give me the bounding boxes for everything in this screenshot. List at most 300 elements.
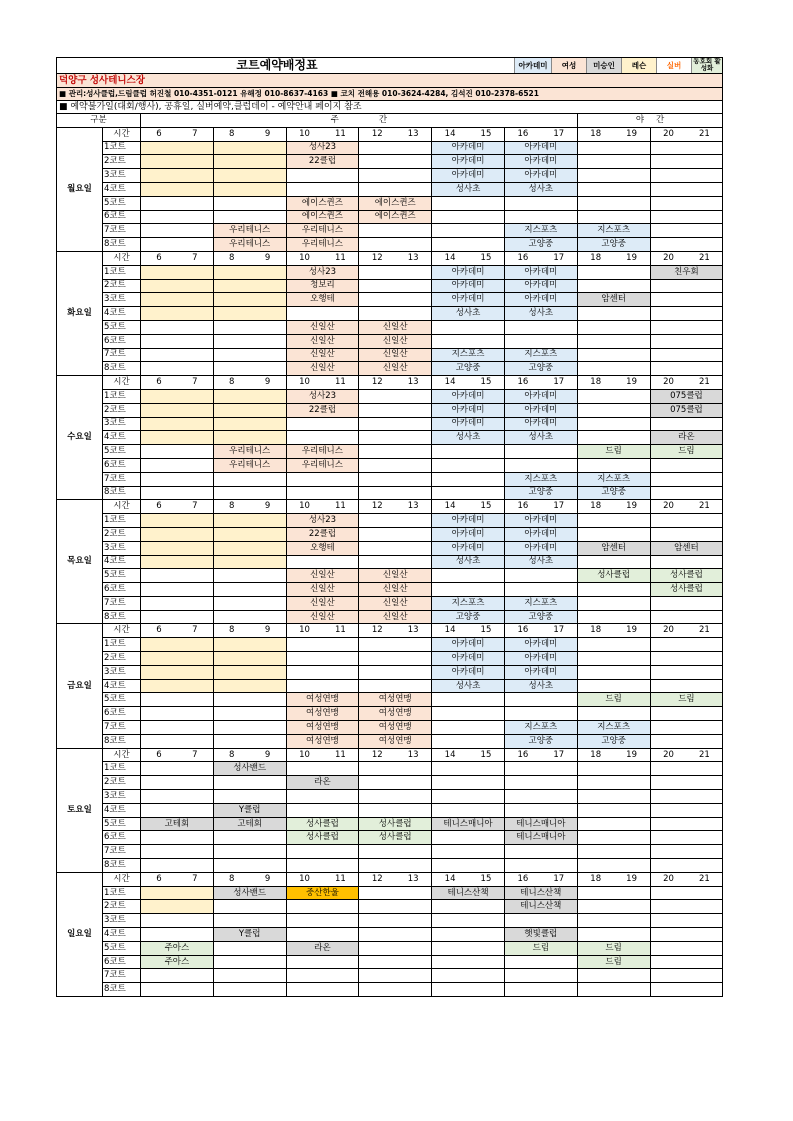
booking-slot — [432, 210, 505, 224]
court-row — [57, 362, 723, 376]
booking-slot — [213, 293, 286, 307]
hour-cell: 13 — [395, 872, 431, 886]
booking-slot: 고양중 — [504, 734, 577, 748]
booking-slot — [504, 583, 577, 597]
booking-slot — [432, 790, 505, 804]
booking-slot: 22클럽 — [286, 155, 359, 169]
booking-slot: 여성연맹 — [359, 721, 432, 735]
hour-cell: 10 — [286, 748, 322, 762]
booking-slot — [213, 169, 286, 183]
booking-slot — [359, 307, 432, 321]
booking-slot: 성사클럽 — [650, 583, 723, 597]
booking-slot — [504, 776, 577, 790]
court-label: 5코트 — [103, 817, 141, 831]
booking-slot: 아카데미 — [432, 417, 505, 431]
booking-slot: 성사초 — [504, 307, 577, 321]
booking-slot — [650, 238, 723, 252]
booking-slot — [359, 279, 432, 293]
booking-slot: 고양중 — [577, 238, 650, 252]
booking-slot: 햇빛클럽 — [504, 928, 577, 942]
booking-slot: 주아스 — [141, 941, 214, 955]
booking-slot: 지스포츠 — [432, 596, 505, 610]
booking-slot: 여성연맹 — [359, 707, 432, 721]
court-row — [57, 486, 723, 500]
booking-slot — [577, 900, 650, 914]
legend — [514, 58, 722, 73]
booking-slot — [577, 707, 650, 721]
booking-slot: 에이스퀸즈 — [359, 196, 432, 210]
hour-cell: 12 — [359, 251, 395, 265]
court-row — [57, 665, 723, 679]
booking-slot — [577, 817, 650, 831]
legend-item: 실버 — [656, 58, 691, 73]
booking-slot: 신일산 — [286, 596, 359, 610]
booking-slot — [141, 886, 214, 900]
booking-slot — [504, 914, 577, 928]
hour-cell: 17 — [541, 127, 577, 141]
hour-cell: 20 — [650, 251, 686, 265]
booking-slot: 신일산 — [359, 596, 432, 610]
booking-slot: 아카데미 — [504, 527, 577, 541]
hour-cell: 10 — [286, 624, 322, 638]
booking-slot — [577, 790, 650, 804]
booking-slot — [141, 182, 214, 196]
booking-slot — [650, 307, 723, 321]
booking-slot — [141, 693, 214, 707]
hour-cell: 16 — [504, 748, 540, 762]
booking-slot: 아카데미 — [504, 293, 577, 307]
booking-slot: 신일산 — [286, 583, 359, 597]
court-row — [57, 293, 723, 307]
hour-cell: 21 — [686, 624, 722, 638]
booking-slot: 성사클럽 — [359, 817, 432, 831]
booking-slot — [141, 596, 214, 610]
booking-slot — [650, 652, 723, 666]
booking-slot: 고테회 — [141, 817, 214, 831]
booking-slot — [213, 955, 286, 969]
hour-cell: 6 — [141, 748, 177, 762]
hour-cell: 8 — [213, 500, 249, 514]
court-label: 2코트 — [103, 900, 141, 914]
hour-cell: 21 — [686, 872, 722, 886]
booking-slot — [213, 431, 286, 445]
hour-cell: 9 — [250, 251, 286, 265]
hour-cell: 19 — [614, 500, 650, 514]
booking-slot: 우리테니스 — [286, 458, 359, 472]
court-label: 4코트 — [103, 679, 141, 693]
booking-slot: 아카데미 — [504, 403, 577, 417]
booking-slot — [286, 486, 359, 500]
booking-slot — [359, 224, 432, 238]
booking-slot: 신일산 — [286, 569, 359, 583]
booking-slot — [141, 265, 214, 279]
booking-slot — [141, 238, 214, 252]
hour-cell: 20 — [650, 127, 686, 141]
booking-slot: 075클럽 — [650, 403, 723, 417]
court-row — [57, 169, 723, 183]
booking-slot — [577, 196, 650, 210]
booking-slot — [577, 652, 650, 666]
hour-cell: 21 — [686, 376, 722, 390]
booking-slot: 고양중 — [504, 362, 577, 376]
booking-slot — [213, 693, 286, 707]
booking-slot: 암센터 — [577, 541, 650, 555]
booking-slot — [286, 652, 359, 666]
court-label: 8코트 — [103, 734, 141, 748]
booking-slot — [504, 845, 577, 859]
booking-slot — [650, 210, 723, 224]
booking-slot — [577, 389, 650, 403]
legend-item: 미승인 — [586, 58, 621, 73]
time-label: 시간 — [103, 376, 141, 390]
hour-cell: 21 — [686, 748, 722, 762]
booking-slot — [504, 569, 577, 583]
hour-cell: 21 — [686, 127, 722, 141]
booking-slot — [504, 790, 577, 804]
court-row — [57, 734, 723, 748]
booking-slot: 아카데미 — [504, 155, 577, 169]
booking-slot — [432, 928, 505, 942]
court-label: 7코트 — [103, 596, 141, 610]
booking-slot — [650, 983, 723, 997]
hour-cell: 14 — [432, 748, 468, 762]
booking-slot — [141, 652, 214, 666]
time-label: 시간 — [103, 127, 141, 141]
booking-slot — [577, 307, 650, 321]
booking-slot — [213, 969, 286, 983]
booking-slot — [359, 472, 432, 486]
booking-slot — [650, 803, 723, 817]
booking-slot — [141, 831, 214, 845]
hour-cell: 10 — [286, 251, 322, 265]
booking-slot: 우리테니스 — [213, 224, 286, 238]
booking-slot — [359, 417, 432, 431]
booking-slot — [141, 417, 214, 431]
hour-cell: 19 — [614, 251, 650, 265]
reservation-notice: ■ 예약불가일(대회/행사), 공휴일, 실버예약,클럽데이 - 예약안내 페이지 참조 — [56, 100, 723, 113]
booking-slot — [141, 610, 214, 624]
booking-slot — [504, 458, 577, 472]
booking-slot — [213, 210, 286, 224]
booking-slot: 아카데미 — [504, 265, 577, 279]
day-label: 일요일 — [57, 872, 103, 996]
booking-slot — [577, 458, 650, 472]
court-label: 6코트 — [103, 583, 141, 597]
booking-slot: Y클럽 — [213, 803, 286, 817]
court-row — [57, 527, 723, 541]
booking-slot: 지스포츠 — [504, 348, 577, 362]
court-row — [57, 279, 723, 293]
booking-slot: 신일산 — [286, 348, 359, 362]
booking-slot — [213, 307, 286, 321]
booking-slot — [650, 900, 723, 914]
booking-slot — [577, 334, 650, 348]
court-row — [57, 196, 723, 210]
hour-cell: 13 — [395, 500, 431, 514]
booking-slot — [141, 155, 214, 169]
booking-slot — [213, 362, 286, 376]
booking-slot — [213, 403, 286, 417]
booking-slot: 성사초 — [504, 679, 577, 693]
hour-cell: 14 — [432, 127, 468, 141]
booking-slot: 테니스매니아 — [504, 817, 577, 831]
booking-slot — [359, 514, 432, 528]
hour-cell: 17 — [541, 748, 577, 762]
booking-slot — [213, 665, 286, 679]
booking-slot — [504, 983, 577, 997]
hour-cell: 14 — [432, 872, 468, 886]
booking-slot — [213, 776, 286, 790]
court-label: 3코트 — [103, 541, 141, 555]
hour-cell: 9 — [250, 748, 286, 762]
booking-slot — [432, 707, 505, 721]
booking-slot: 고양중 — [577, 486, 650, 500]
booking-slot: 아카데미 — [504, 541, 577, 555]
legend-item: 동호회 활성화 — [691, 58, 722, 73]
booking-slot: 신일산 — [286, 610, 359, 624]
booking-slot: 여성연맹 — [286, 693, 359, 707]
booking-slot: 성사클럽 — [577, 569, 650, 583]
booking-slot: 성사밴드 — [213, 762, 286, 776]
booking-slot: 아카데미 — [504, 514, 577, 528]
booking-slot — [141, 969, 214, 983]
court-row — [57, 983, 723, 997]
court-row — [57, 859, 723, 873]
court-row — [57, 514, 723, 528]
booking-slot — [650, 169, 723, 183]
booking-slot — [213, 583, 286, 597]
booking-slot — [359, 845, 432, 859]
booking-slot — [213, 320, 286, 334]
booking-slot — [504, 445, 577, 459]
hour-cell: 17 — [541, 376, 577, 390]
section-header-row — [57, 114, 723, 128]
court-row — [57, 238, 723, 252]
hour-cell: 13 — [395, 624, 431, 638]
hour-cell: 11 — [322, 376, 358, 390]
court-label: 1코트 — [103, 762, 141, 776]
hour-cell: 11 — [322, 624, 358, 638]
booking-slot — [650, 362, 723, 376]
hour-cell: 20 — [650, 748, 686, 762]
booking-slot — [286, 555, 359, 569]
hour-cell: 18 — [577, 748, 613, 762]
booking-slot: 여성연맹 — [286, 707, 359, 721]
court-label: 4코트 — [103, 182, 141, 196]
time-row — [57, 376, 723, 390]
booking-slot — [213, 348, 286, 362]
venue-name: 덕양구 성사테니스장 — [56, 73, 723, 87]
booking-slot — [432, 983, 505, 997]
time-label: 시간 — [103, 624, 141, 638]
booking-slot: 우리테니스 — [213, 238, 286, 252]
booking-slot — [650, 196, 723, 210]
booking-slot — [141, 307, 214, 321]
court-label: 4코트 — [103, 803, 141, 817]
booking-slot — [650, 679, 723, 693]
booking-slot — [359, 941, 432, 955]
booking-slot — [650, 721, 723, 735]
booking-slot: 아카데미 — [432, 665, 505, 679]
booking-slot: 성사초 — [504, 182, 577, 196]
booking-slot: 지스포츠 — [577, 721, 650, 735]
booking-slot: 신일산 — [359, 334, 432, 348]
booking-slot — [432, 320, 505, 334]
court-label: 1코트 — [103, 265, 141, 279]
booking-slot: 아카데미 — [504, 652, 577, 666]
court-row — [57, 803, 723, 817]
booking-slot — [213, 596, 286, 610]
booking-slot — [213, 155, 286, 169]
time-row — [57, 748, 723, 762]
booking-slot — [577, 417, 650, 431]
booking-slot: 아카데미 — [504, 417, 577, 431]
booking-slot — [432, 569, 505, 583]
hour-cell: 15 — [468, 376, 504, 390]
hour-cell: 10 — [286, 872, 322, 886]
booking-slot — [286, 472, 359, 486]
booking-slot — [286, 665, 359, 679]
booking-slot — [577, 831, 650, 845]
booking-slot — [432, 445, 505, 459]
booking-slot — [650, 155, 723, 169]
booking-slot: 드림 — [577, 445, 650, 459]
time-row — [57, 251, 723, 265]
booking-slot: 여성연맹 — [359, 693, 432, 707]
booking-slot — [577, 555, 650, 569]
booking-slot: 아카데미 — [432, 541, 505, 555]
booking-slot: 성사클럽 — [286, 831, 359, 845]
court-row — [57, 817, 723, 831]
booking-slot — [213, 569, 286, 583]
daytime-label-2: 간 — [378, 114, 388, 125]
booking-slot — [213, 941, 286, 955]
schedule-table — [56, 113, 723, 997]
court-row — [57, 928, 723, 942]
booking-slot — [141, 224, 214, 238]
booking-slot — [577, 210, 650, 224]
booking-slot — [213, 141, 286, 155]
booking-slot — [650, 224, 723, 238]
booking-slot: 지스포츠 — [504, 224, 577, 238]
hour-cell: 9 — [250, 500, 286, 514]
booking-slot — [650, 458, 723, 472]
hour-cell: 8 — [213, 624, 249, 638]
booking-slot: 고양중 — [432, 362, 505, 376]
court-row — [57, 652, 723, 666]
booking-slot — [359, 555, 432, 569]
booking-slot: 청보리 — [286, 279, 359, 293]
booking-slot — [359, 458, 432, 472]
booking-slot — [141, 721, 214, 735]
booking-slot: 아카데미 — [432, 638, 505, 652]
day-label: 화요일 — [57, 251, 103, 375]
hour-cell: 15 — [468, 127, 504, 141]
hour-cell: 11 — [322, 500, 358, 514]
hour-cell: 16 — [504, 624, 540, 638]
court-row — [57, 431, 723, 445]
booking-slot: 드림 — [577, 955, 650, 969]
booking-slot — [650, 969, 723, 983]
court-label: 7코트 — [103, 224, 141, 238]
booking-slot — [650, 859, 723, 873]
booking-slot — [432, 721, 505, 735]
booking-slot — [432, 969, 505, 983]
hour-cell: 19 — [614, 624, 650, 638]
booking-slot — [359, 886, 432, 900]
booking-slot: 신일산 — [359, 362, 432, 376]
booking-slot — [286, 679, 359, 693]
court-row — [57, 679, 723, 693]
court-label: 8코트 — [103, 238, 141, 252]
court-label: 3코트 — [103, 790, 141, 804]
booking-slot — [504, 196, 577, 210]
booking-slot: 암센터 — [650, 541, 723, 555]
hour-cell: 10 — [286, 127, 322, 141]
daytime-label — [141, 114, 578, 128]
court-label: 5코트 — [103, 445, 141, 459]
booking-slot — [577, 914, 650, 928]
court-label: 6코트 — [103, 334, 141, 348]
booking-slot — [213, 638, 286, 652]
hour-cell: 21 — [686, 251, 722, 265]
booking-slot: 성사23 — [286, 514, 359, 528]
gubun-label: 구분 — [57, 114, 141, 128]
booking-slot — [650, 955, 723, 969]
court-label: 4코트 — [103, 307, 141, 321]
booking-slot — [432, 762, 505, 776]
booking-slot: 성사클럽 — [286, 817, 359, 831]
booking-slot — [359, 803, 432, 817]
booking-slot — [141, 541, 214, 555]
booking-slot: 신일산 — [359, 569, 432, 583]
court-row — [57, 886, 723, 900]
booking-slot: 075클럽 — [650, 389, 723, 403]
hour-cell: 13 — [395, 376, 431, 390]
booking-slot — [577, 803, 650, 817]
booking-slot — [359, 389, 432, 403]
booking-slot — [650, 790, 723, 804]
booking-slot — [213, 196, 286, 210]
booking-slot: 지스포츠 — [504, 472, 577, 486]
booking-slot: 테니스산책 — [504, 900, 577, 914]
time-row — [57, 500, 723, 514]
court-row — [57, 693, 723, 707]
booking-slot — [213, 610, 286, 624]
hour-cell: 16 — [504, 251, 540, 265]
court-row — [57, 403, 723, 417]
booking-slot — [213, 389, 286, 403]
booking-slot — [504, 707, 577, 721]
hour-cell: 12 — [359, 624, 395, 638]
booking-slot — [650, 514, 723, 528]
hour-cell: 8 — [213, 251, 249, 265]
booking-slot — [504, 320, 577, 334]
booking-slot: 아카데미 — [504, 638, 577, 652]
hour-cell: 10 — [286, 500, 322, 514]
booking-slot: 신일산 — [286, 334, 359, 348]
booking-slot: 오행테 — [286, 293, 359, 307]
day-label: 목요일 — [57, 500, 103, 624]
booking-slot — [504, 969, 577, 983]
booking-slot — [213, 541, 286, 555]
booking-slot — [213, 859, 286, 873]
booking-slot — [432, 845, 505, 859]
hour-cell: 8 — [213, 376, 249, 390]
court-label: 7코트 — [103, 969, 141, 983]
court-label: 8코트 — [103, 486, 141, 500]
booking-slot — [650, 141, 723, 155]
